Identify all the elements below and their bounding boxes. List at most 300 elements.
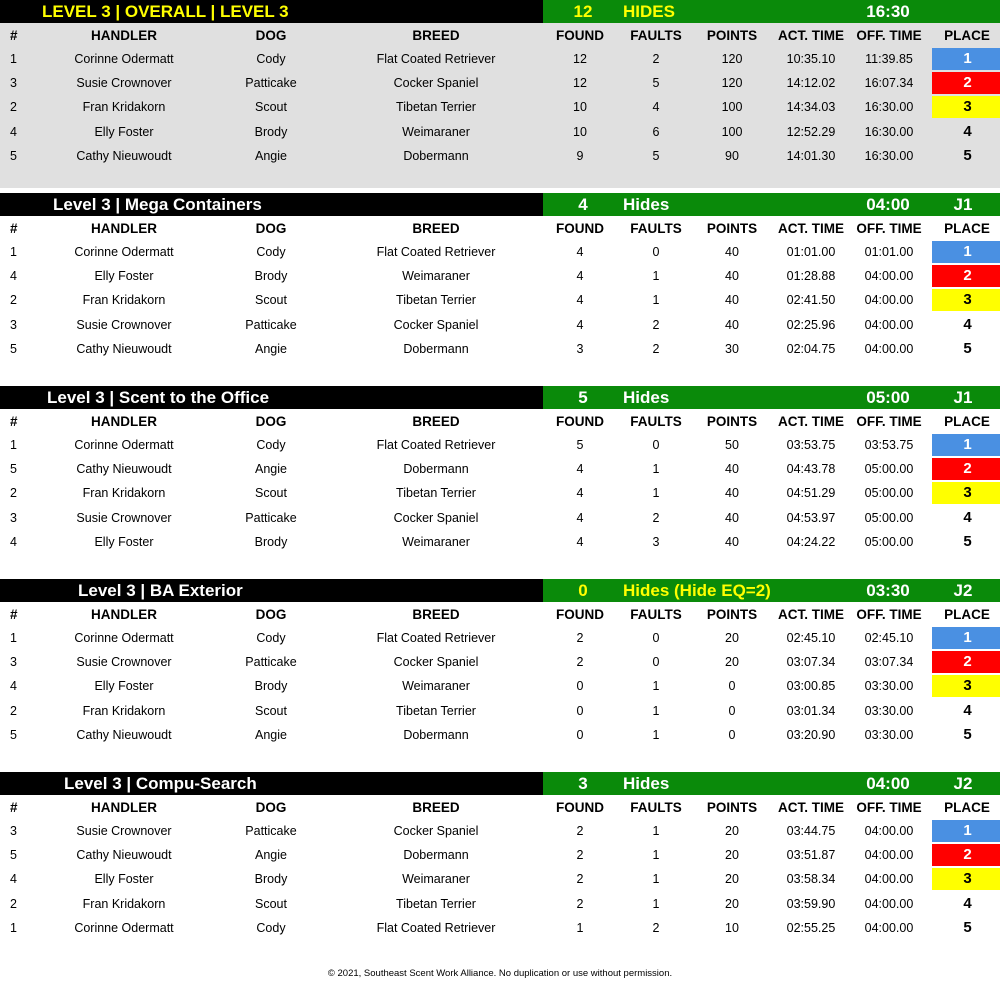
num-cell: 4 bbox=[10, 534, 17, 549]
off-time-cell: 03:07.34 bbox=[864, 655, 914, 670]
place-badge: 4 bbox=[963, 508, 972, 526]
points-cell: 20 bbox=[725, 655, 739, 670]
act-time-col-header: ACT. TIME bbox=[778, 413, 844, 429]
judge-label: J2 bbox=[953, 774, 973, 793]
dog-cell: Patticake bbox=[245, 76, 297, 91]
place-badge: 1 bbox=[932, 820, 1000, 842]
breed-cell: Weimaraner bbox=[402, 269, 470, 284]
off-time-cell: 03:30.00 bbox=[864, 703, 914, 718]
handler-cell: Elly Foster bbox=[94, 534, 154, 549]
judge-label: J1 bbox=[953, 195, 973, 214]
section-title: Level 3 | BA Exterior bbox=[78, 581, 243, 600]
handler-col-header: HANDLER bbox=[91, 27, 157, 43]
table-row bbox=[0, 288, 1000, 312]
found-col-header: FOUND bbox=[556, 27, 604, 43]
breed-cell: Cocker Spaniel bbox=[393, 655, 479, 670]
found-cell: 2 bbox=[576, 631, 584, 646]
dog-cell: Angie bbox=[255, 148, 287, 163]
points-cell: 20 bbox=[725, 896, 739, 911]
off-time-col-header: OFF. TIME bbox=[856, 606, 922, 622]
act-time-cell: 02:25.96 bbox=[786, 317, 836, 332]
section-title-panel bbox=[0, 386, 543, 409]
found-cell: 4 bbox=[576, 293, 584, 308]
off-time-cell: 02:45.10 bbox=[864, 631, 914, 646]
breed-cell: Dobermann bbox=[403, 462, 469, 477]
faults-cell: 0 bbox=[652, 655, 660, 670]
num-cell: 2 bbox=[10, 293, 17, 308]
place-cell bbox=[930, 313, 1000, 337]
section-header-bar bbox=[0, 772, 1000, 795]
faults-cell: 1 bbox=[652, 727, 660, 742]
found-cell: 12 bbox=[573, 76, 587, 91]
place-badge: 3 bbox=[932, 482, 1000, 504]
section-header-bar bbox=[0, 386, 1000, 409]
place-badge: 1 bbox=[932, 627, 1000, 649]
place-cell bbox=[930, 95, 1000, 119]
breed-cell: Flat Coated Retriever bbox=[376, 438, 496, 453]
breed-col-header: BREED bbox=[412, 799, 460, 815]
dog-col-header: DOG bbox=[255, 27, 287, 43]
place-cell bbox=[930, 47, 1000, 71]
dog-cell: Brody bbox=[254, 872, 288, 887]
copyright-footer: © 2021, Southeast Scent Work Alliance. No duplication or use without permission. bbox=[327, 968, 673, 979]
num-col-header: # bbox=[10, 27, 18, 43]
found-cell: 2 bbox=[576, 848, 584, 863]
place-badge: 5 bbox=[963, 532, 972, 550]
points-cell: 40 bbox=[725, 486, 739, 501]
off-time-cell: 04:00.00 bbox=[864, 872, 914, 887]
section-title-panel bbox=[0, 579, 543, 602]
dog-cell: Brody bbox=[254, 679, 288, 694]
handler-cell: Elly Foster bbox=[94, 124, 154, 139]
points-cell: 20 bbox=[725, 631, 739, 646]
points-cell: 40 bbox=[725, 317, 739, 332]
act-time-cell: 02:55.25 bbox=[786, 920, 836, 935]
dog-cell: Angie bbox=[255, 341, 287, 356]
table-row bbox=[0, 723, 1000, 747]
act-time-cell: 04:53.97 bbox=[786, 510, 836, 525]
off-time-cell: 04:00.00 bbox=[864, 341, 914, 356]
faults-cell: 1 bbox=[652, 848, 660, 863]
table-header-row bbox=[0, 23, 1000, 47]
handler-cell: Cathy Nieuwoudt bbox=[76, 148, 172, 163]
act-time-cell: 03:59.90 bbox=[786, 896, 836, 911]
act-time-cell: 03:53.75 bbox=[786, 438, 836, 453]
act-time-cell: 02:45.10 bbox=[786, 631, 836, 646]
faults-col-header: FAULTS bbox=[630, 27, 682, 43]
off-time-cell: 03:53.75 bbox=[864, 438, 914, 453]
faults-cell: 2 bbox=[652, 341, 660, 356]
faults-cell: 2 bbox=[652, 52, 660, 67]
dog-col-header: DOG bbox=[255, 413, 287, 429]
table-header-row bbox=[0, 216, 1000, 240]
faults-cell: 1 bbox=[652, 824, 660, 839]
num-cell: 1 bbox=[10, 245, 17, 260]
breed-cell: Flat Coated Retriever bbox=[376, 245, 496, 260]
act-time-cell: 02:41.50 bbox=[786, 293, 836, 308]
points-cell: 40 bbox=[725, 269, 739, 284]
place-badge: 2 bbox=[932, 844, 1000, 866]
off-time-cell: 03:30.00 bbox=[864, 727, 914, 742]
points-cell: 120 bbox=[721, 76, 743, 91]
act-time-cell: 03:51.87 bbox=[786, 848, 836, 863]
handler-cell: Cathy Nieuwoudt bbox=[76, 848, 172, 863]
off-time-cell: 11:39.85 bbox=[865, 52, 913, 67]
time-limit: 04:00 bbox=[866, 195, 910, 214]
breed-cell: Dobermann bbox=[403, 341, 469, 356]
place-cell bbox=[930, 71, 1000, 95]
section-title: Level 3 | Mega Containers bbox=[53, 195, 262, 214]
handler-col-header: HANDLER bbox=[91, 220, 157, 236]
breed-cell: Cocker Spaniel bbox=[393, 510, 479, 525]
off-time-cell: 04:00.00 bbox=[864, 269, 914, 284]
act-time-cell: 04:51.29 bbox=[786, 486, 836, 501]
found-cell: 12 bbox=[573, 52, 587, 67]
num-cell: 5 bbox=[10, 462, 17, 477]
found-cell: 4 bbox=[576, 245, 584, 260]
section-title-panel bbox=[0, 772, 543, 795]
act-time-cell: 01:01.00 bbox=[786, 245, 836, 260]
place-badge: 3 bbox=[932, 675, 1000, 697]
table-row bbox=[0, 120, 1000, 144]
table-row bbox=[0, 650, 1000, 674]
num-cell: 5 bbox=[10, 848, 17, 863]
off-time-cell: 03:30.00 bbox=[864, 679, 914, 694]
found-cell: 5 bbox=[576, 438, 584, 453]
faults-cell: 4 bbox=[652, 100, 660, 115]
hides-label: Hides bbox=[623, 388, 670, 407]
dog-cell: Angie bbox=[255, 462, 287, 477]
faults-col-header: FAULTS bbox=[630, 220, 682, 236]
found-cell: 4 bbox=[576, 269, 584, 284]
found-cell: 2 bbox=[576, 896, 584, 911]
place-cell bbox=[930, 723, 1000, 747]
points-cell: 100 bbox=[721, 124, 743, 139]
points-cell: 20 bbox=[725, 848, 739, 863]
breed-cell: Tibetan Terrier bbox=[396, 486, 476, 501]
place-cell bbox=[930, 530, 1000, 554]
breed-cell: Weimaraner bbox=[402, 534, 470, 549]
off-time-cell: 04:00.00 bbox=[864, 896, 914, 911]
results-table bbox=[0, 795, 1000, 940]
place-badge: 1 bbox=[932, 48, 1000, 70]
place-col-header: PLACE bbox=[944, 413, 990, 429]
off-time-col-header: OFF. TIME bbox=[856, 799, 922, 815]
results-table bbox=[0, 23, 1000, 168]
off-time-cell: 05:00.00 bbox=[864, 510, 914, 525]
found-cell: 0 bbox=[576, 679, 584, 694]
points-cell: 40 bbox=[725, 293, 739, 308]
found-cell: 4 bbox=[576, 534, 584, 549]
handler-cell: Corinne Odermatt bbox=[74, 920, 174, 935]
faults-cell: 3 bbox=[652, 534, 660, 549]
section-header-bar bbox=[0, 0, 1000, 23]
handler-cell: Fran Kridakorn bbox=[82, 896, 166, 911]
points-col-header: POINTS bbox=[706, 413, 758, 429]
dog-cell: Scout bbox=[255, 100, 287, 115]
points-cell: 30 bbox=[725, 341, 739, 356]
results-table bbox=[0, 602, 1000, 747]
off-time-cell: 04:00.00 bbox=[864, 920, 914, 935]
faults-cell: 5 bbox=[652, 148, 660, 163]
faults-cell: 0 bbox=[652, 631, 660, 646]
dog-cell: Patticake bbox=[245, 317, 297, 332]
section-info-panel bbox=[543, 193, 1000, 216]
faults-col-header: FAULTS bbox=[630, 606, 682, 622]
handler-cell: Cathy Nieuwoudt bbox=[76, 462, 172, 477]
points-cell: 0 bbox=[728, 727, 736, 742]
breed-cell: Flat Coated Retriever bbox=[376, 920, 496, 935]
faults-cell: 1 bbox=[652, 293, 660, 308]
num-col-header: # bbox=[10, 220, 18, 236]
points-cell: 90 bbox=[725, 148, 739, 163]
found-cell: 2 bbox=[576, 824, 584, 839]
time-limit: 04:00 bbox=[866, 774, 910, 793]
place-badge: 5 bbox=[963, 725, 972, 743]
table-row bbox=[0, 47, 1000, 71]
place-cell bbox=[930, 481, 1000, 505]
act-time-cell: 14:01.30 bbox=[786, 148, 836, 163]
num-cell: 2 bbox=[10, 896, 17, 911]
dog-cell: Cody bbox=[256, 52, 286, 67]
handler-cell: Fran Kridakorn bbox=[82, 703, 166, 718]
num-cell: 3 bbox=[10, 317, 17, 332]
place-badge: 5 bbox=[963, 918, 972, 936]
breed-cell: Tibetan Terrier bbox=[396, 293, 476, 308]
handler-cell: Cathy Nieuwoudt bbox=[76, 341, 172, 356]
dog-cell: Cody bbox=[256, 245, 286, 260]
place-cell bbox=[930, 506, 1000, 530]
off-time-cell: 04:00.00 bbox=[864, 293, 914, 308]
table-row bbox=[0, 892, 1000, 916]
act-time-cell: 01:28.88 bbox=[786, 269, 836, 284]
num-cell: 4 bbox=[10, 269, 17, 284]
faults-cell: 1 bbox=[652, 486, 660, 501]
table-header-row bbox=[0, 795, 1000, 819]
results-section bbox=[0, 772, 1000, 940]
table-row bbox=[0, 337, 1000, 361]
off-time-cell: 04:00.00 bbox=[864, 317, 914, 332]
found-cell: 4 bbox=[576, 462, 584, 477]
off-time-cell: 16:30.00 bbox=[864, 100, 914, 115]
num-cell: 2 bbox=[10, 100, 17, 115]
place-cell bbox=[930, 433, 1000, 457]
breed-cell: Dobermann bbox=[403, 848, 469, 863]
breed-cell: Tibetan Terrier bbox=[396, 896, 476, 911]
judge-label: J1 bbox=[953, 388, 973, 407]
found-cell: 0 bbox=[576, 727, 584, 742]
handler-cell: Susie Crownover bbox=[76, 824, 172, 839]
found-cell: 4 bbox=[576, 317, 584, 332]
off-time-cell: 16:30.00 bbox=[864, 124, 914, 139]
faults-cell: 0 bbox=[652, 438, 660, 453]
place-badge: 2 bbox=[932, 72, 1000, 94]
act-time-cell: 03:01.34 bbox=[786, 703, 836, 718]
place-badge: 3 bbox=[932, 289, 1000, 311]
dog-cell: Patticake bbox=[245, 510, 297, 525]
place-badge: 4 bbox=[963, 894, 972, 912]
found-cell: 1 bbox=[576, 920, 584, 935]
faults-cell: 6 bbox=[652, 124, 660, 139]
dog-cell: Patticake bbox=[245, 824, 297, 839]
place-col-header: PLACE bbox=[944, 27, 990, 43]
place-col-header: PLACE bbox=[944, 799, 990, 815]
points-cell: 10 bbox=[725, 920, 739, 935]
off-time-col-header: OFF. TIME bbox=[856, 220, 922, 236]
num-cell: 3 bbox=[10, 824, 17, 839]
num-cell: 2 bbox=[10, 486, 17, 501]
breed-cell: Weimaraner bbox=[402, 124, 470, 139]
breed-cell: Cocker Spaniel bbox=[393, 824, 479, 839]
points-col-header: POINTS bbox=[706, 220, 758, 236]
hide-count: 4 bbox=[578, 195, 588, 214]
breed-cell: Weimaraner bbox=[402, 679, 470, 694]
act-time-cell: 14:34.03 bbox=[786, 100, 836, 115]
breed-col-header: BREED bbox=[412, 413, 460, 429]
act-time-cell: 03:58.34 bbox=[786, 872, 836, 887]
overall-background-band bbox=[0, 168, 1000, 188]
dog-cell: Angie bbox=[255, 727, 287, 742]
section-title: Level 3 | Scent to the Office bbox=[47, 388, 270, 407]
num-cell: 4 bbox=[10, 679, 17, 694]
dog-cell: Patticake bbox=[245, 655, 297, 670]
dog-cell: Angie bbox=[255, 848, 287, 863]
points-cell: 120 bbox=[721, 52, 743, 67]
place-cell bbox=[930, 699, 1000, 723]
table-row bbox=[0, 264, 1000, 288]
table-row bbox=[0, 626, 1000, 650]
handler-cell: Corinne Odermatt bbox=[74, 245, 174, 260]
points-cell: 50 bbox=[725, 438, 739, 453]
place-cell bbox=[930, 650, 1000, 674]
off-time-col-header: OFF. TIME bbox=[856, 413, 922, 429]
place-cell bbox=[930, 264, 1000, 288]
place-cell bbox=[930, 819, 1000, 843]
num-cell: 5 bbox=[10, 341, 17, 356]
results-table bbox=[0, 216, 1000, 361]
num-cell: 3 bbox=[10, 76, 17, 91]
hides-label: Hides (Hide EQ=2) bbox=[623, 581, 771, 600]
handler-cell: Corinne Odermatt bbox=[74, 438, 174, 453]
off-time-cell: 05:00.00 bbox=[864, 486, 914, 501]
hides-label: HIDES bbox=[623, 2, 675, 21]
table-row bbox=[0, 95, 1000, 119]
table-row bbox=[0, 71, 1000, 95]
place-cell bbox=[930, 892, 1000, 916]
num-cell: 3 bbox=[10, 510, 17, 525]
num-cell: 5 bbox=[10, 727, 17, 742]
faults-cell: 2 bbox=[652, 920, 660, 935]
off-time-cell: 05:00.00 bbox=[864, 534, 914, 549]
num-cell: 1 bbox=[10, 52, 17, 67]
breed-cell: Flat Coated Retriever bbox=[376, 52, 496, 67]
points-cell: 0 bbox=[728, 703, 736, 718]
found-cell: 0 bbox=[576, 703, 584, 718]
act-time-cell: 03:44.75 bbox=[786, 824, 836, 839]
dog-cell: Cody bbox=[256, 438, 286, 453]
place-badge: 5 bbox=[963, 339, 972, 357]
section-info-panel bbox=[543, 772, 1000, 795]
handler-cell: Fran Kridakorn bbox=[82, 293, 166, 308]
faults-cell: 5 bbox=[652, 76, 660, 91]
act-time-cell: 14:12.02 bbox=[786, 76, 836, 91]
found-col-header: FOUND bbox=[556, 799, 604, 815]
table-header-row bbox=[0, 409, 1000, 433]
faults-cell: 1 bbox=[652, 896, 660, 911]
section-info-panel bbox=[543, 579, 1000, 602]
act-time-cell: 03:00.85 bbox=[786, 679, 836, 694]
off-time-cell: 01:01.00 bbox=[864, 245, 914, 260]
dog-cell: Scout bbox=[255, 486, 287, 501]
table-row bbox=[0, 916, 1000, 940]
points-cell: 40 bbox=[725, 534, 739, 549]
hide-count: 5 bbox=[578, 388, 588, 407]
handler-cell: Elly Foster bbox=[94, 679, 154, 694]
faults-col-header: FAULTS bbox=[630, 799, 682, 815]
act-time-cell: 03:07.34 bbox=[786, 655, 836, 670]
place-badge: 3 bbox=[932, 96, 1000, 118]
act-time-cell: 04:24.22 bbox=[786, 534, 836, 549]
place-badge: 1 bbox=[932, 434, 1000, 456]
off-time-cell: 16:07.34 bbox=[864, 76, 914, 91]
table-row bbox=[0, 843, 1000, 867]
results-section bbox=[0, 193, 1000, 361]
handler-cell: Cathy Nieuwoudt bbox=[76, 727, 172, 742]
table-row bbox=[0, 506, 1000, 530]
points-cell: 40 bbox=[725, 510, 739, 525]
num-col-header: # bbox=[10, 799, 18, 815]
handler-col-header: HANDLER bbox=[91, 606, 157, 622]
breed-cell: Dobermann bbox=[403, 148, 469, 163]
faults-cell: 1 bbox=[652, 679, 660, 694]
place-cell bbox=[930, 843, 1000, 867]
table-row bbox=[0, 144, 1000, 168]
faults-cell: 1 bbox=[652, 462, 660, 477]
found-cell: 3 bbox=[576, 341, 584, 356]
points-col-header: POINTS bbox=[706, 27, 758, 43]
points-col-header: POINTS bbox=[706, 606, 758, 622]
section-title-panel bbox=[0, 193, 543, 216]
section-header-bar bbox=[0, 193, 1000, 216]
points-cell: 0 bbox=[728, 679, 736, 694]
off-time-cell: 16:30.00 bbox=[864, 148, 914, 163]
place-cell bbox=[930, 916, 1000, 940]
hides-label: Hides bbox=[623, 774, 670, 793]
section-title: Level 3 | Compu-Search bbox=[64, 774, 257, 793]
handler-cell: Susie Crownover bbox=[76, 655, 172, 670]
found-cell: 10 bbox=[573, 100, 587, 115]
found-col-header: FOUND bbox=[556, 220, 604, 236]
handler-cell: Susie Crownover bbox=[76, 317, 172, 332]
found-cell: 2 bbox=[576, 655, 584, 670]
faults-cell: 1 bbox=[652, 703, 660, 718]
handler-cell: Corinne Odermatt bbox=[74, 52, 174, 67]
table-row bbox=[0, 819, 1000, 843]
table-row bbox=[0, 699, 1000, 723]
results-section bbox=[0, 386, 1000, 554]
place-cell bbox=[930, 674, 1000, 698]
act-time-cell: 02:04.75 bbox=[786, 341, 836, 356]
table-row bbox=[0, 457, 1000, 481]
dog-cell: Cody bbox=[256, 920, 286, 935]
num-cell: 1 bbox=[10, 920, 17, 935]
place-cell bbox=[930, 240, 1000, 264]
place-cell bbox=[930, 457, 1000, 481]
faults-cell: 1 bbox=[652, 872, 660, 887]
act-time-col-header: ACT. TIME bbox=[778, 606, 844, 622]
time-limit: 05:00 bbox=[866, 388, 910, 407]
found-cell: 2 bbox=[576, 872, 584, 887]
